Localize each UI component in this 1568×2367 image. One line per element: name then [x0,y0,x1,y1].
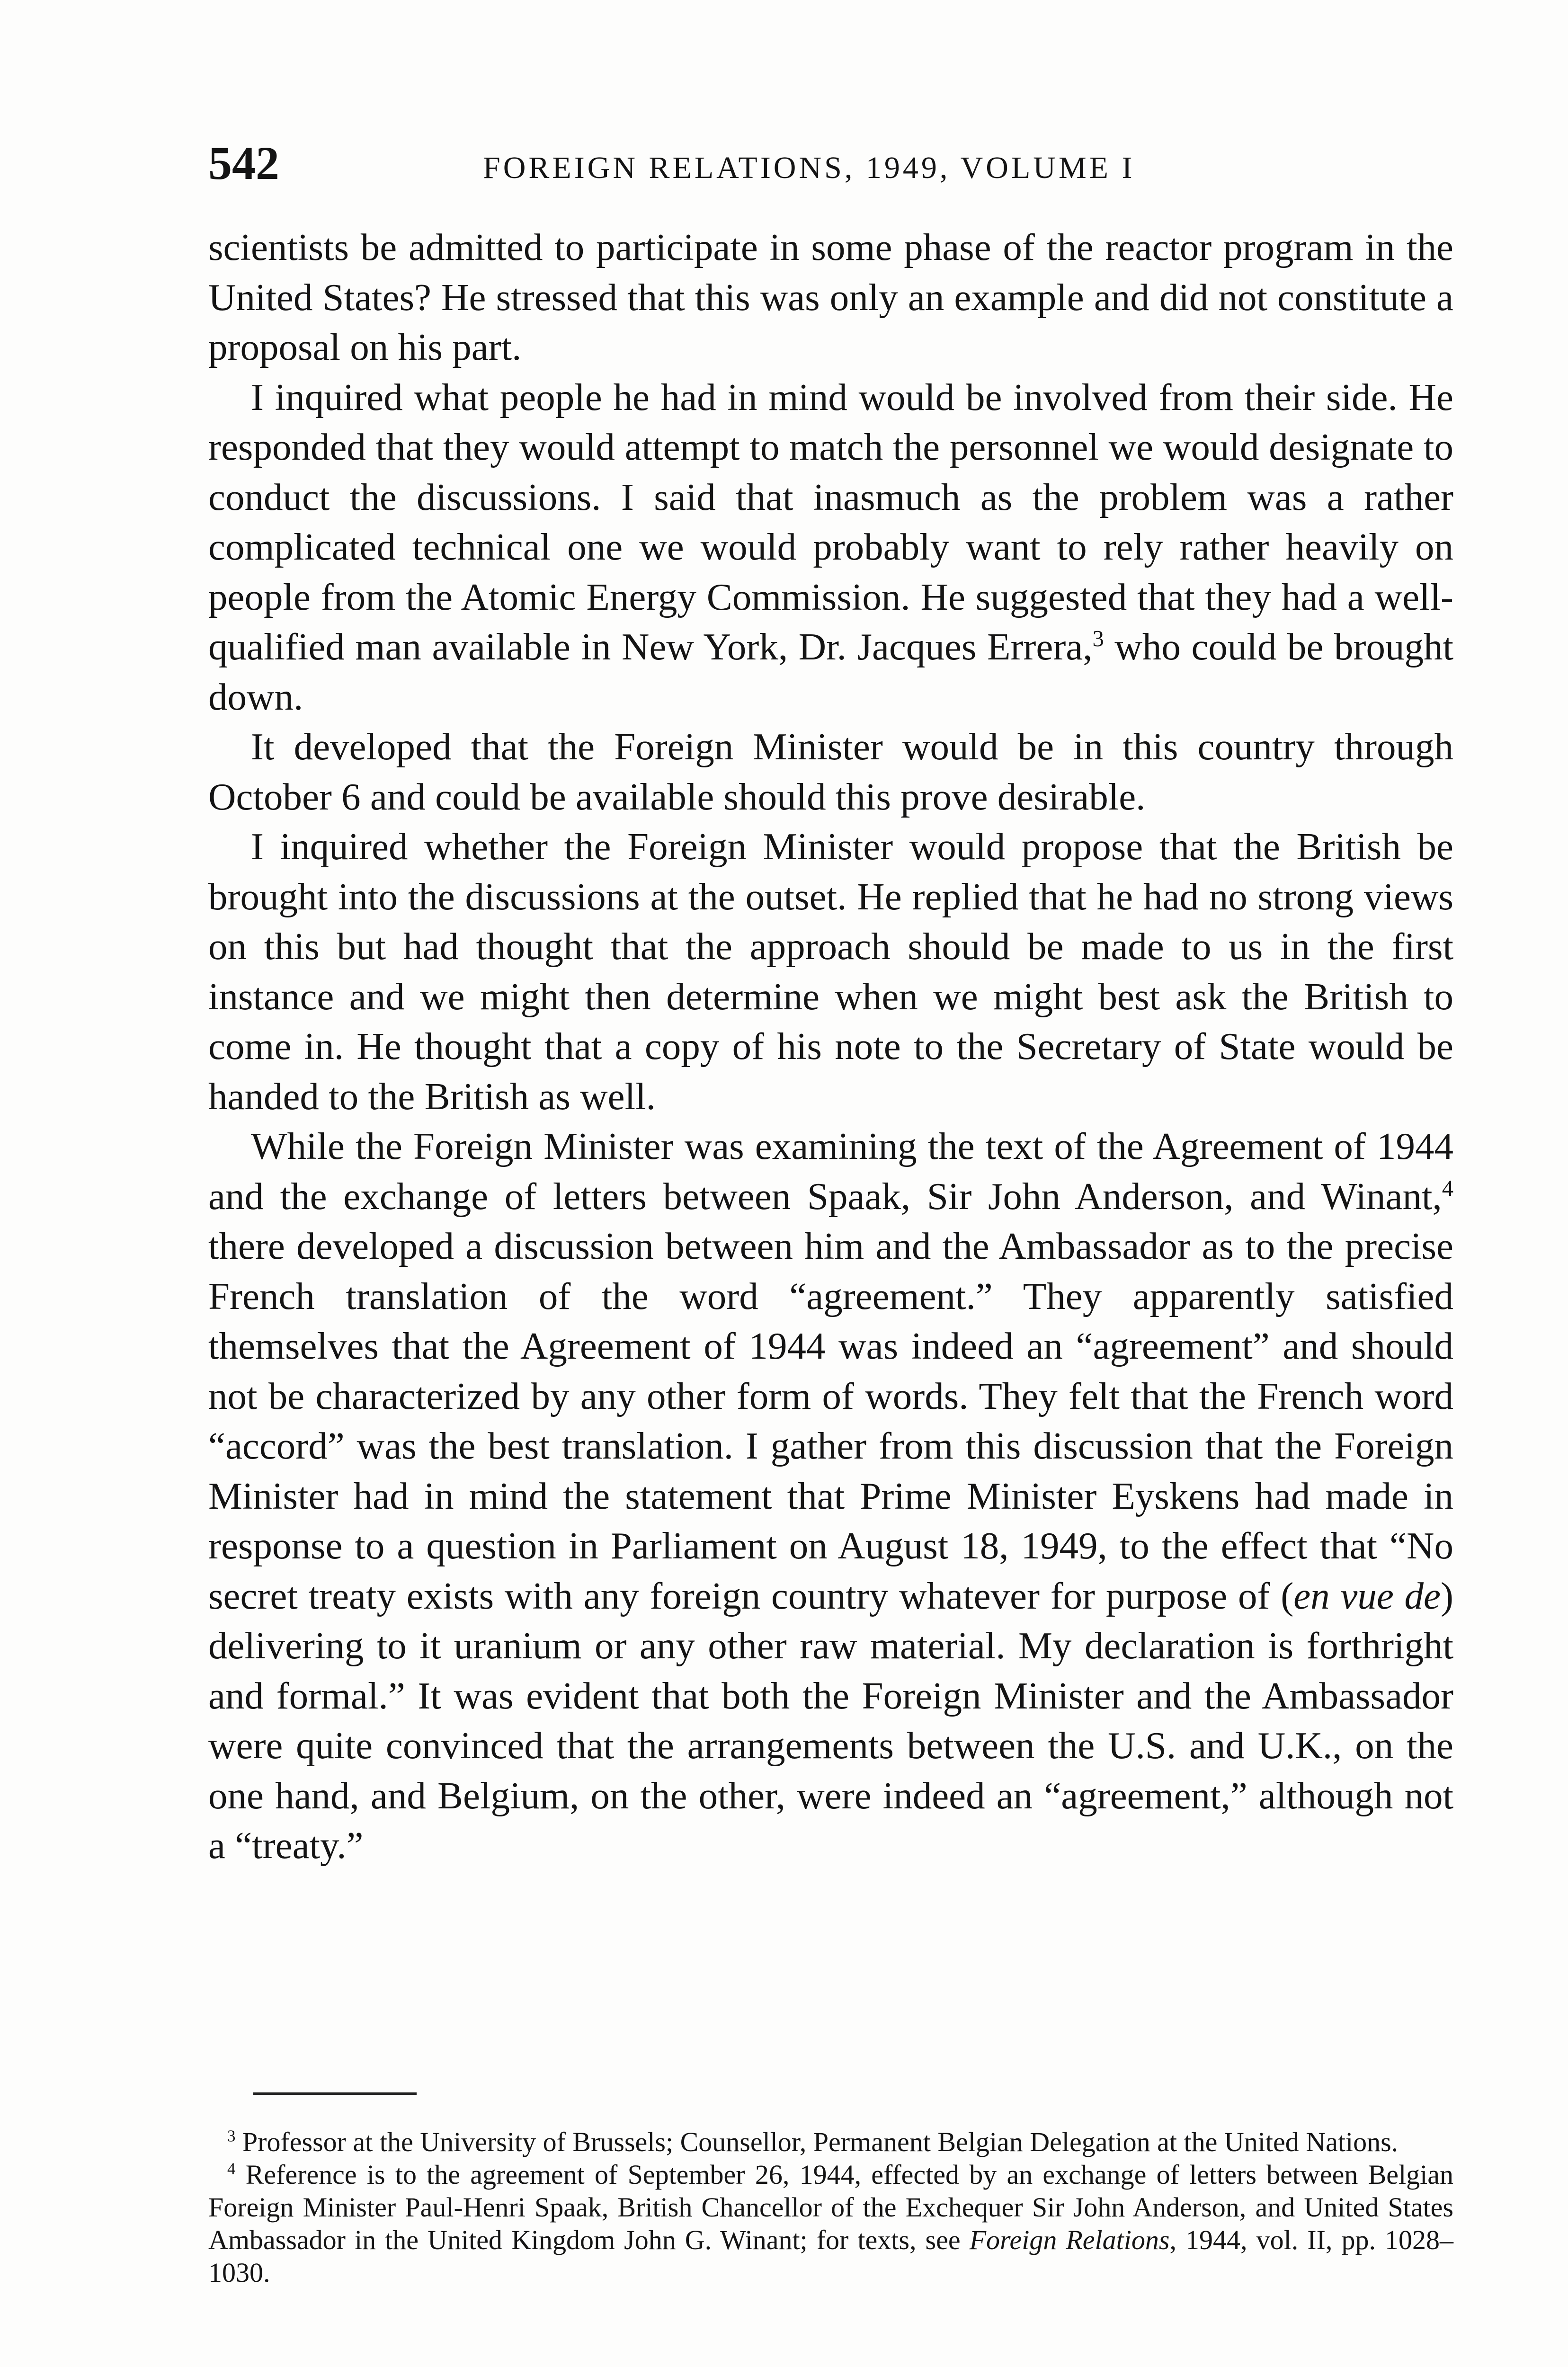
paragraph-5-text-a: While the Foreign Minister was examining the text of the Agreement of 1944 and the exchange of letters between Spaak, Sir John Anderson, and Winant, [208,1125,1453,1218]
footnote-4-marker: 4 [227,2159,236,2178]
paragraph-5-italic-phrase: en vue de [1293,1574,1441,1617]
footnote-3 [208,2126,1453,2158]
paragraph-2-text-a: I inquired what people he had in mind would be involved from their side. He responded that they would attempt to match the personnel we would designate to conduct the discussions. I said that inasmuch as the problem was a rather complicated technical one we would probably want to rely rather heavily on people from the Atomic Energy Commission. He suggested that they had a well-qualified man available in New York, Dr. Jacques Errera, [208,375,1453,668]
paragraph-5-text-c: ) delivering to it uranium or any other raw material. My declaration is forthright and formal.” It was evident that both the Foreign Minister and the Ambassador were quite convinced that the arrangements between the U.S. and U.K., on the one hand, and Belgium, on the other, were indeed an “agreement,” although not a “treaty.” [208,1574,1453,1867]
paragraph-4-text: I inquired whether the Foreign Minister would propose that the British be brought into the discussions at the outset. He replied that he had no strong views on this but had thought that the approach should be made to us in the first instance and we might then determine when we might best ask the British to come in. He thought that a copy of his note to the Secretary of State would be handed to the British as well. [208,825,1453,1118]
paragraph-1-text: scientists be admitted to participate in some phase of the reactor program in the United States? He stressed that this was only an example and did not constitute a proposal on his part. [208,226,1453,368]
paragraph-5 [208,1121,1453,1871]
paragraph-5-text-b: there developed a discussion between him and the Ambassador as to the precise French translation of the word “agreement.” They apparently satisfied themselves that the Agreement of 1944 was indeed an “agreement” and should not be characterized by any other form of words. They felt that the French word “accord” was the best translation. I gather from this discussion that the Foreign Minister had in mind the statement that Prime Minister Eyskens had made in response to a question in Parliament on August 18, 1949, to the effect that “No secret treaty exists with any foreign country whatever for purpose of ( [208,1225,1453,1617]
footnote-3-text: Professor at the University of Brussels; Counsellor, Permanent Belgian Delegation at the United Nations. [235,2127,1399,2157]
paragraph-2 [208,373,1453,722]
page-number: 542 [208,137,279,189]
footnote-4-text-b: , 1944, vol. II, pp. 1028–1030. [208,2225,1453,2288]
footnote-ref-3[interactable]: 3 [1092,626,1104,651]
footnote-divider [253,2092,417,2095]
paragraph-4 [208,822,1453,1121]
footnote-ref-4[interactable]: 4 [1442,1175,1453,1201]
footnote-4-italic-title: Foreign Relations [969,2225,1170,2255]
footnote-3-marker: 3 [227,2127,236,2145]
page-header [208,133,1453,199]
running-head: FOREIGN RELATIONS, 1949, VOLUME I [483,151,1135,185]
paragraph-3-text: It developed that the Foreign Minister would be in this country through October 6 and could be available should this prove desirable. [208,725,1453,818]
footnotes [208,2126,1453,2289]
footnote-4-text-a: Reference is to the agreement of September 26, 1944, effected by an exchange of letters between Belgian Foreign Minister Paul-Henri Spaak, British Chancellor of the Exchequer Sir John Anderson, and United States Ambassador in the United Kingdom John G. Winant; for texts, see [208,2159,1453,2255]
body-text [208,222,1453,1871]
paragraph-3 [208,722,1453,822]
footnote-4 [208,2158,1453,2289]
paragraph-1 [208,222,1453,373]
paragraph-2-text-b: who could be brought down. [208,625,1453,718]
